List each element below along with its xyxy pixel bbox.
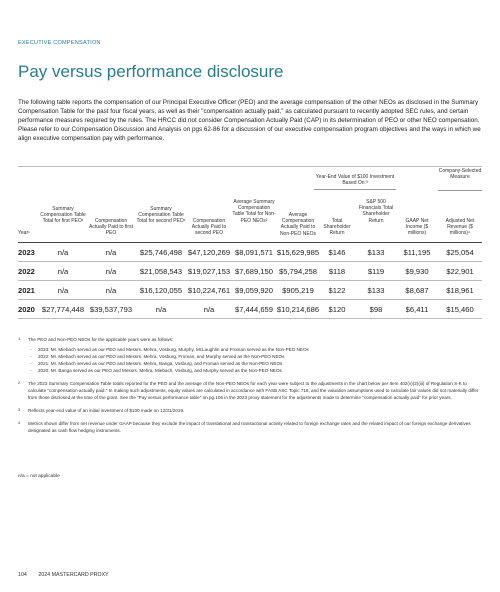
footnote-3 [18, 407, 480, 414]
cell-sct-second-peo: $16,120,055 [139, 286, 183, 295]
cell-sct-first-peo: n/a [57, 248, 69, 257]
cell-avg-sct-neo: $9,059,920 [234, 286, 273, 295]
cell-gaap-net-income: $6,411 [405, 305, 429, 314]
not-applicable-note: n/a = not applicable [18, 474, 60, 479]
cell-avg-cap-neo: $10,214,686 [276, 305, 320, 314]
col-header-cap-second-peo: Compensation Actually Paid to second PEO [191, 218, 227, 237]
col-header-gaap-net-income: GAAP Net Income ($ millions) [405, 218, 429, 237]
col-header-avg-sct-neo: Average Summary Compensation Table Total for Non-PEO NEOs² [232, 199, 276, 224]
footnote-text: Metrics shown differ from net revenue under GAAP because they exclude the impact of translational and transactional activity related to foreign exchange rates and the related impact of our foreign exchange derivatives designated as cash flow hedging instruments. [28, 421, 471, 433]
col-header-sct-second-peo: Summary Compensation Table Total for second PEO¹ [136, 206, 186, 225]
cell-sct-first-peo: $27,774,448 [41, 305, 85, 314]
cell-sct-second-peo: n/a [155, 305, 167, 314]
page-number: 104 [18, 572, 27, 578]
footnote-number: 1 [18, 336, 21, 341]
cell-sct-second-peo: $21,058,543 [139, 267, 183, 276]
footnote-4 [18, 420, 480, 434]
footnote-number: 4 [18, 420, 21, 425]
cell-avg-cap-neo: $5,794,258 [278, 267, 317, 276]
cell-sct-second-peo: $25,746,498 [139, 248, 183, 257]
cell-year: 2020 [18, 305, 35, 314]
footnote-text: The PEO and Non-PEO NEOs for the applicable years were as follows: [28, 337, 174, 342]
cell-cap-first-peo: $39,537,793 [89, 305, 133, 314]
cell-year: 2022 [18, 267, 35, 276]
footnote-bullet: - 2023: Mr. Miebach served as our PEO and Messrs. Mehra, Vosburg, Murphy, McLaughlin and Froman served as the Non-PEO NEOs [28, 346, 480, 353]
cell-tsr: $146 [328, 248, 346, 257]
cell-avg-cap-neo: $15,629,985 [276, 248, 320, 257]
table-row [18, 281, 482, 300]
group-header-company-rule [438, 190, 482, 191]
table-row [18, 243, 482, 262]
cell-cap-first-peo: n/a [105, 267, 117, 276]
footnote-text: Reflects year-end value of an initial investment of $100 made on 12/31/2019. [28, 408, 185, 413]
group-header-investment: Year-End Value of $100 Investment Based On:³ [315, 174, 395, 187]
cell-sp500-tsr: $98 [369, 305, 383, 314]
footnote-text: The 2023 Summary Compensation Table totals reported for the PEO and the average of the Non-PEO NEOs for each year were subject to the adjustments in the chart below per Item 402(v)(2)(iii) of Regulation S-K to calculate "compensation actually paid." In making such adjustments, equity values are calculated in accordance with FASB ASC Topic 718, and the valuation assumptions used to calculate fair values did not materially differ from those disclosed at the time of the grant. See the "Pay versus performance table" on pg.106 in the 2023 proxy statement for the adjustments made to determine "compensation actually paid" for prior years. [28, 381, 479, 400]
cell-sct-first-peo: n/a [57, 286, 69, 295]
cell-tsr: $118 [328, 267, 346, 276]
page-footer [18, 572, 119, 578]
cell-sct-first-peo: n/a [57, 267, 69, 276]
col-header-avg-cap-neo: Average Compensation Actually Paid to Non-PEO NEOs [279, 212, 317, 237]
col-header-sct-first-peo: Summary Compensation Table Total for first PEO¹ [40, 206, 86, 225]
footnote-2 [18, 380, 480, 401]
footnotes [18, 336, 480, 440]
cell-avg-sct-neo: $7,689,150 [234, 267, 273, 276]
group-header-investment-rule [314, 189, 396, 190]
footnote-number: 2 [18, 380, 21, 385]
cell-sp500-tsr: $133 [367, 248, 385, 257]
cell-year: 2021 [18, 286, 35, 295]
document-name: 2024 MASTERCARD PROXY [38, 572, 109, 578]
col-header-cap-first-peo: Compensation Actually Paid to first PEO [89, 218, 133, 237]
page-title: Pay versus performance disclosure [18, 62, 284, 81]
cell-cap-second-peo: n/a [203, 305, 215, 314]
table-row [18, 300, 482, 319]
footnote-1 [18, 336, 480, 374]
cell-avg-sct-neo: $8,091,571 [234, 248, 273, 257]
cell-tsr: $122 [328, 286, 346, 295]
cell-cap-first-peo: n/a [105, 286, 117, 295]
footnote-bullet: - 2021: Mr. Miebach served as our PEO and Messrs. Mehra, Banga, Vosburg, and Froman served as the Non-PEO NEOs [28, 360, 480, 367]
col-header-year: Year¹ [18, 230, 30, 236]
cell-gaap-net-income: $9,930 [405, 267, 429, 276]
section-label: EXECUTIVE COMPENSATION [18, 40, 101, 46]
col-header-sp500-tsr: S&P 500 Financials Total Shareholder Return [358, 199, 394, 224]
table-row [18, 262, 482, 281]
cell-sp500-tsr: $119 [367, 267, 385, 276]
footnote-bullet: - 2022: Mr. Miebach served as our PEO and Messrs. Mehra, Vosburg, Froman, and Murphy served as the Non-PEO NEOs [28, 353, 480, 360]
cell-cap-second-peo: $19,027,153 [187, 267, 231, 276]
cell-adjusted-net-revenue: $25,054 [446, 248, 474, 257]
cell-cap-second-peo: $10,224,761 [187, 286, 231, 295]
intro-paragraph: The following table reports the compensation of our Principal Executive Officer (PEO) and the average compensation of the other NEOs as disclosed in the Summary Compensation Table for the past four fiscal years, as well as their "compensation actually paid," as calculated pursuant to recently adopted SEC rules, and certain performance measures required by the rules. The HRCC did not consider Compensation Actually Paid (CAP) in its determination of PEO or other NEO compensation. Please refer to our Compensation Discussion and Analysis on pgs 62-86 for a discussion of our executive compensation program objectives and the ways in which we align executive compensation pay with performance. [18, 99, 481, 142]
footnote-bullet: - 2020: Mr. Banga served as our PEO and Messrs. Mehra, Miebach, Vosburg, and Murphy served as the Non-PEO NEOs [28, 367, 480, 374]
cell-avg-cap-neo: $905,219 [282, 286, 314, 295]
cell-cap-first-peo: n/a [105, 248, 117, 257]
group-header-company: Company-Selected Measure [438, 168, 482, 181]
cell-tsr: $120 [328, 305, 346, 314]
col-header-tsr: Total Shareholder Return [323, 218, 351, 237]
cell-adjusted-net-revenue: $18,961 [446, 286, 474, 295]
table-top-rule [18, 166, 482, 167]
footnote-number: 3 [18, 407, 21, 412]
cell-sp500-tsr: $133 [367, 286, 385, 295]
cell-cap-second-peo: $47,120,269 [187, 248, 231, 257]
cell-adjusted-net-revenue: $15,460 [446, 305, 474, 314]
cell-adjusted-net-revenue: $22,901 [446, 267, 474, 276]
cell-year: 2023 [18, 248, 35, 257]
col-header-adjusted-net-revenue: Adjusted Net Revenue ($ millions)⁴ [445, 218, 475, 237]
cell-avg-sct-neo: $7,444,659 [234, 305, 273, 314]
cell-gaap-net-income: $8,687 [405, 286, 429, 295]
cell-gaap-net-income: $11,195 [403, 248, 431, 257]
